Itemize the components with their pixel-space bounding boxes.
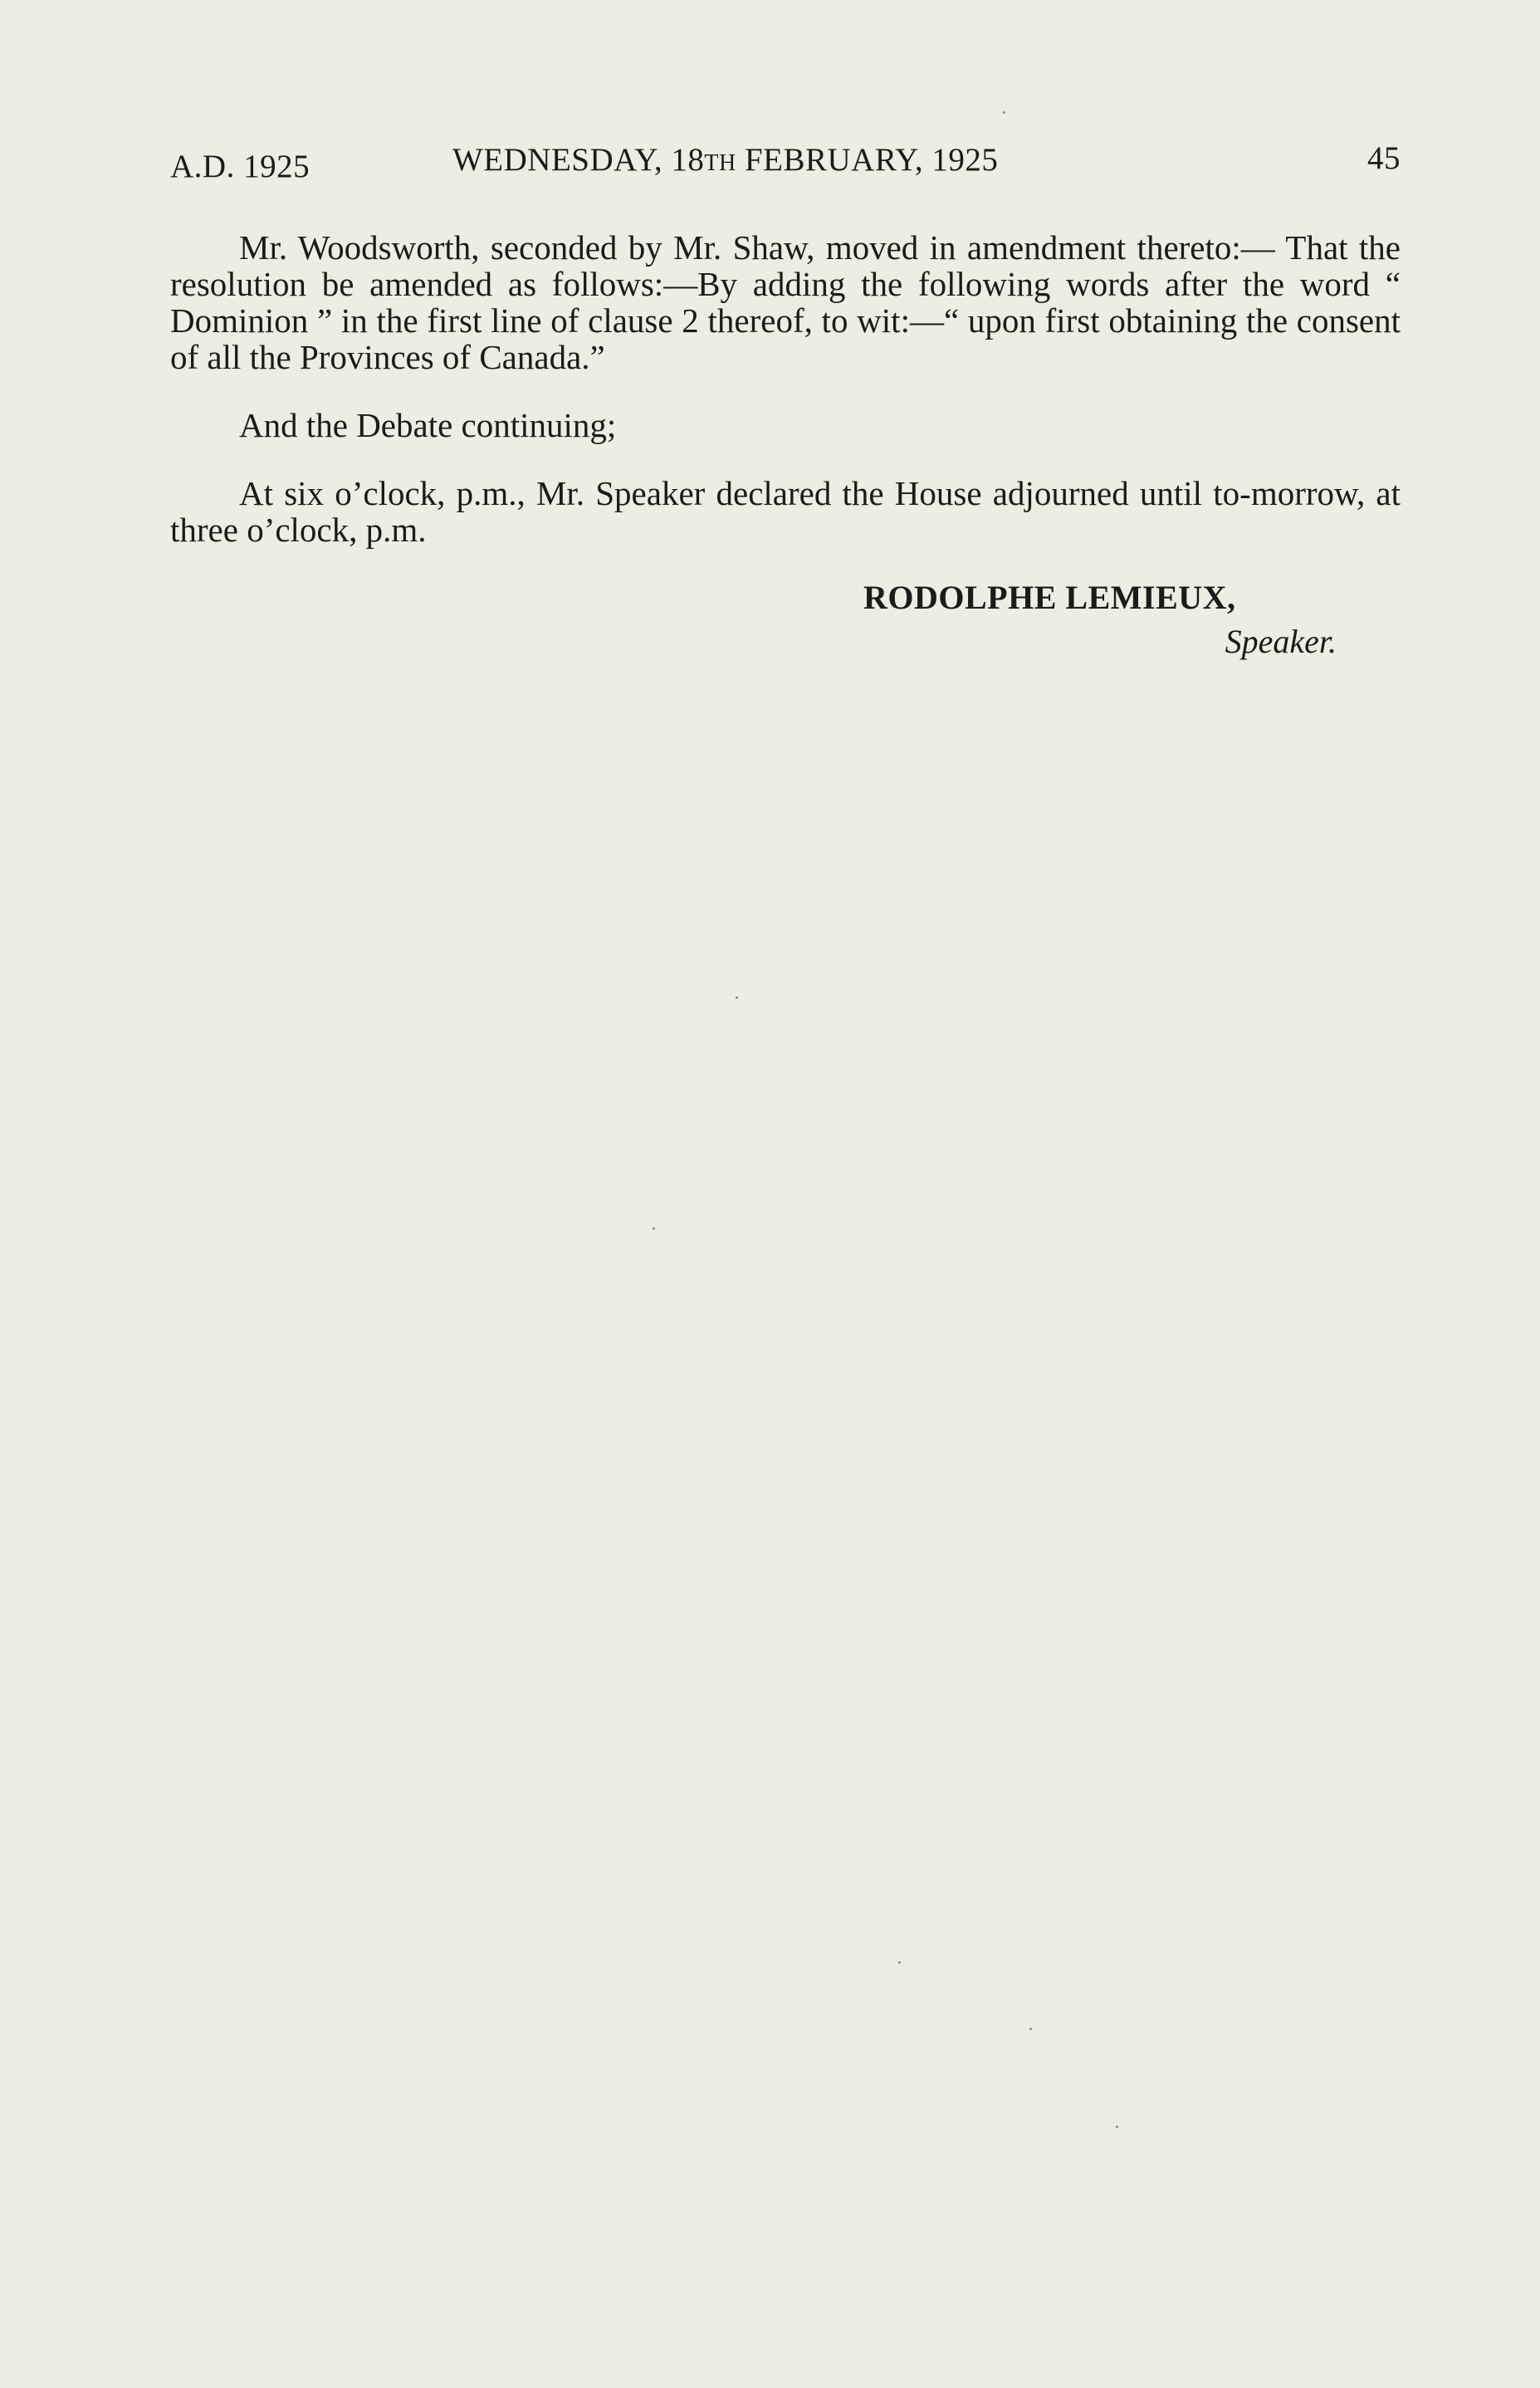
paper-speck — [1029, 2028, 1032, 2030]
header-date — [452, 141, 998, 179]
paper-speck — [1116, 2126, 1118, 2128]
paper-speck — [653, 1227, 655, 1230]
paragraph-adjournment: At six o’clock, p.m., Mr. Speaker declared the House adjourned until to-morrow, at three o’clock, p.m. — [170, 474, 1401, 549]
paragraph-amendment: Mr. Woodsworth, seconded by Mr. Shaw, moved in amendment thereto:— That the resolution be amended as follows:—By adding the following words after the word “ Dominion ” in the first line of clause 2 thereof, to wit:—“ upon first obtaining the consent of all the Provinces of Canada.” — [170, 228, 1401, 376]
page-body — [170, 229, 1401, 548]
page-header — [170, 139, 1401, 189]
paper-speck — [736, 996, 738, 999]
paper-speck — [898, 1961, 901, 1964]
header-year: A.D. 1925 — [170, 149, 310, 184]
paragraph-debate: And the Debate continuing; — [239, 406, 617, 444]
header-date-month: FEBRUARY, 1925 — [736, 142, 999, 178]
signatory-name: RODOLPHE LEMIEUX, — [863, 579, 1236, 616]
header-date-suffix: TH — [704, 150, 736, 176]
page-number: 45 — [1367, 140, 1401, 176]
signature-block — [863, 578, 1337, 661]
header-date-day: WEDNESDAY, 18 — [452, 142, 705, 178]
paper-speck — [1003, 111, 1005, 114]
signatory-title: Speaker. — [1225, 623, 1337, 660]
